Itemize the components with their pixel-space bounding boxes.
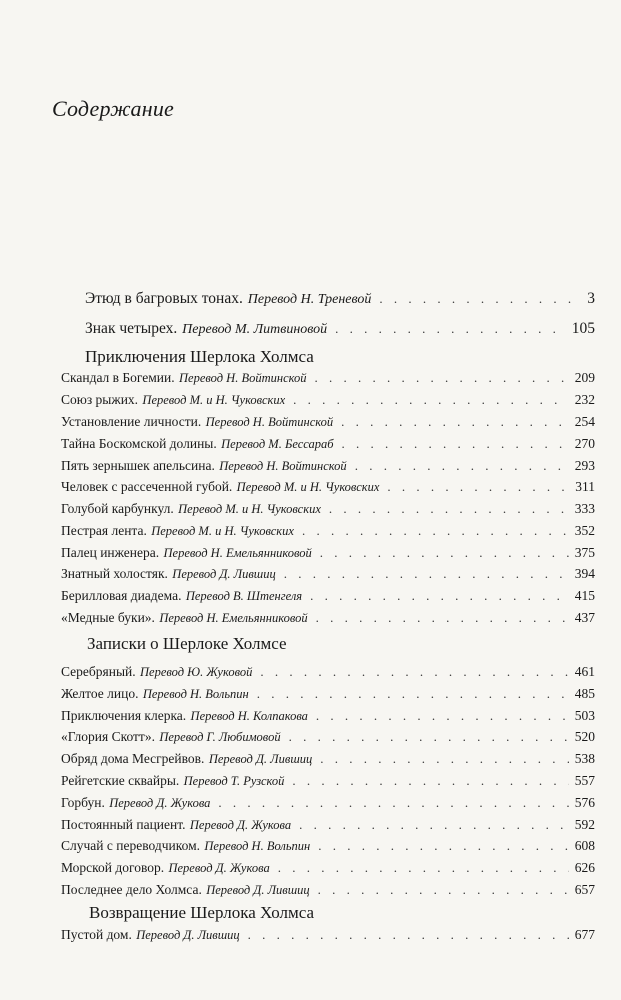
toc-entry[interactable] bbox=[61, 610, 595, 626]
toc-entry[interactable] bbox=[61, 414, 595, 430]
toc-entry[interactable] bbox=[61, 751, 595, 767]
entry-title: Пестрая лента. bbox=[61, 523, 147, 538]
entry-title: Голубой карбункул. bbox=[61, 501, 174, 516]
entry-title: Постоянный пациент. bbox=[61, 817, 186, 832]
dot-leader bbox=[316, 708, 569, 724]
dot-leader bbox=[318, 838, 569, 854]
toc-entry[interactable] bbox=[61, 436, 595, 452]
dot-leader bbox=[289, 729, 569, 745]
entry-title: Человек с рассеченной губой. bbox=[61, 479, 233, 494]
entry-title: Палец инженера. bbox=[61, 545, 160, 560]
toc-entry[interactable] bbox=[61, 392, 595, 408]
entry-title: Случай с переводчиком. bbox=[61, 838, 201, 853]
toc-entry[interactable] bbox=[61, 708, 595, 724]
entry-translator: Перевод Д. Лившиц bbox=[136, 928, 240, 942]
entry-page-number: 461 bbox=[574, 664, 595, 679]
toc-entry[interactable] bbox=[61, 523, 595, 539]
section-heading-adventures: Приключения Шерлока Холмса bbox=[85, 347, 314, 366]
page-title: Содержание bbox=[52, 96, 175, 121]
entry-translator: Перевод Н. Войтинской bbox=[179, 371, 307, 385]
dot-leader bbox=[218, 795, 568, 811]
dot-leader bbox=[320, 545, 569, 561]
entry-title: Этюд в багровых тонах. bbox=[85, 290, 243, 307]
toc-entry[interactable] bbox=[61, 773, 595, 789]
entry-title: «Глория Скотт». bbox=[61, 729, 155, 744]
dot-leader bbox=[379, 291, 581, 307]
entry-translator: Перевод М. и Н. Чуковских bbox=[142, 393, 286, 407]
entry-page-number: 352 bbox=[574, 523, 595, 538]
dot-leader bbox=[315, 370, 569, 386]
entry-page-number: 270 bbox=[574, 436, 595, 451]
dot-leader bbox=[257, 686, 569, 702]
entry-translator: Перевод Д. Лившиц bbox=[208, 752, 313, 766]
entry-translator: Перевод Д. Жукова bbox=[189, 818, 292, 832]
toc-entry[interactable] bbox=[61, 927, 595, 943]
entry-translator: Перевод Н. Вольпин bbox=[142, 687, 249, 701]
entry-translator: Перевод Н. Емельянниковой bbox=[163, 546, 312, 560]
dot-leader bbox=[260, 664, 568, 680]
toc-entry-study-in-scarlet[interactable] bbox=[85, 290, 595, 308]
entry-title: Серебряный. bbox=[61, 664, 136, 679]
entry-translator: Перевод Г. Любимовой bbox=[159, 730, 281, 744]
toc-entry[interactable] bbox=[61, 817, 595, 833]
entry-title: Пять зернышек апельсина. bbox=[61, 458, 215, 473]
section-heading-return: Возвращение Шерлока Холмса bbox=[89, 903, 315, 922]
entry-title: Обряд дома Месгрейвов. bbox=[61, 751, 205, 766]
entry-page-number: 503 bbox=[574, 708, 595, 723]
toc-entry[interactable] bbox=[61, 479, 595, 495]
toc-entry[interactable] bbox=[61, 838, 595, 854]
entry-translator: Перевод Ю. Жуковой bbox=[140, 665, 253, 679]
entry-translator: Перевод Д. Лившиц bbox=[206, 883, 310, 897]
entry-title: Морской договор. bbox=[61, 860, 165, 875]
entry-page-number: 209 bbox=[574, 370, 595, 385]
entry-title: Знатный холостяк. bbox=[61, 566, 168, 581]
entry-title: Скандал в Богемии. bbox=[61, 370, 175, 385]
section-heading-memoirs: Записки о Шерлоке Холмсе bbox=[87, 634, 287, 653]
entry-translator: Перевод М. Бессараб bbox=[221, 437, 334, 451]
entry-title: Берилловая диадема. bbox=[61, 588, 182, 603]
entry-translator: Перевод Н. Войтинской bbox=[205, 415, 334, 429]
entry-title: Последнее дело Холмса. bbox=[61, 882, 202, 897]
toc-entry[interactable] bbox=[61, 566, 595, 582]
entry-translator: Перевод М. Литвиновой bbox=[182, 322, 328, 337]
dot-leader bbox=[278, 860, 569, 876]
entry-page-number: 657 bbox=[574, 882, 595, 897]
entry-page-number: 415 bbox=[574, 588, 595, 603]
entry-page-number: 538 bbox=[574, 751, 595, 766]
entry-translator: Перевод Д. Лившиц bbox=[172, 567, 276, 581]
dot-leader bbox=[310, 588, 569, 604]
entry-translator: Перевод Т. Рузской bbox=[183, 774, 285, 788]
toc-entry[interactable] bbox=[61, 664, 595, 680]
entry-page-number: 105 bbox=[571, 320, 595, 337]
entry-title: Рейгетские сквайры. bbox=[61, 773, 180, 788]
entry-translator: Перевод М. и Н. Чуковских bbox=[178, 502, 321, 516]
entry-page-number: 254 bbox=[574, 414, 595, 429]
dot-leader bbox=[284, 566, 569, 582]
toc-entry[interactable] bbox=[61, 795, 595, 811]
entry-title: Союз рыжих. bbox=[61, 392, 139, 407]
entry-title: Тайна Боскомской долины. bbox=[61, 436, 217, 451]
dot-leader bbox=[387, 479, 569, 495]
toc-entry-sign-of-four[interactable] bbox=[85, 320, 595, 338]
entry-translator: Перевод Н. Емельянниковой bbox=[159, 611, 308, 625]
dot-leader bbox=[342, 436, 569, 452]
entry-page-number: 3 bbox=[587, 290, 595, 307]
dot-leader bbox=[292, 773, 568, 789]
entry-page-number: 520 bbox=[574, 729, 595, 744]
toc-entry[interactable] bbox=[61, 588, 595, 604]
toc-entry[interactable] bbox=[61, 458, 595, 474]
entry-page-number: 557 bbox=[574, 773, 595, 788]
entry-page-number: 576 bbox=[574, 795, 595, 810]
toc-entry[interactable] bbox=[61, 729, 595, 745]
entry-title: Желтое лицо. bbox=[61, 686, 139, 701]
entry-title: Пустой дом. bbox=[61, 927, 132, 942]
dot-leader bbox=[316, 610, 569, 626]
dot-leader bbox=[299, 817, 569, 833]
entry-translator: Перевод М. и Н. Чуковских bbox=[151, 524, 294, 538]
entry-page-number: 626 bbox=[574, 860, 595, 875]
entry-page-number: 394 bbox=[574, 566, 595, 581]
entry-title: «Медные буки». bbox=[61, 610, 155, 625]
dot-leader bbox=[355, 458, 569, 474]
entry-page-number: 375 bbox=[574, 545, 595, 560]
dot-leader bbox=[341, 414, 569, 430]
dot-leader bbox=[293, 392, 569, 408]
entry-translator: Перевод Н. Вольпин bbox=[204, 839, 311, 853]
entry-translator: Перевод М. и Н. Чуковских bbox=[236, 480, 380, 494]
toc-entry[interactable] bbox=[61, 686, 595, 702]
toc-entry[interactable] bbox=[61, 545, 595, 561]
entry-page-number: 437 bbox=[574, 610, 595, 625]
entry-translator: Перевод Н. Треневой bbox=[247, 292, 372, 307]
entry-page-number: 677 bbox=[574, 927, 595, 942]
entry-translator: Перевод Д. Жукова bbox=[109, 796, 211, 810]
entry-page-number: 485 bbox=[574, 686, 595, 701]
dot-leader bbox=[248, 927, 569, 943]
toc-entry[interactable] bbox=[61, 882, 595, 898]
entry-page-number: 592 bbox=[574, 817, 595, 832]
entry-translator: Перевод В. Штенгеля bbox=[185, 589, 303, 603]
entry-page-number: 293 bbox=[574, 458, 595, 473]
entry-translator: Перевод Н. Колпакова bbox=[190, 709, 308, 723]
entry-translator: Перевод Д. Жукова bbox=[168, 861, 270, 875]
entry-translator: Перевод Н. Войтинской bbox=[219, 459, 347, 473]
dot-leader bbox=[318, 882, 569, 898]
entry-page-number: 608 bbox=[574, 838, 595, 853]
entry-page-number: 232 bbox=[574, 392, 595, 407]
entry-title: Приключения клерка. bbox=[61, 708, 187, 723]
dot-leader bbox=[329, 501, 569, 517]
toc-entry[interactable] bbox=[61, 370, 595, 386]
entry-page-number: 333 bbox=[574, 501, 595, 516]
entry-title: Установление личности. bbox=[61, 414, 202, 429]
dot-leader bbox=[320, 751, 568, 767]
dot-leader bbox=[335, 321, 566, 337]
entry-title: Знак четырех. bbox=[85, 320, 178, 337]
entry-title: Горбун. bbox=[61, 795, 105, 810]
dot-leader bbox=[302, 523, 569, 539]
toc-entry[interactable] bbox=[61, 501, 595, 517]
toc-entry[interactable] bbox=[61, 860, 595, 876]
entry-page-number: 311 bbox=[575, 479, 595, 494]
